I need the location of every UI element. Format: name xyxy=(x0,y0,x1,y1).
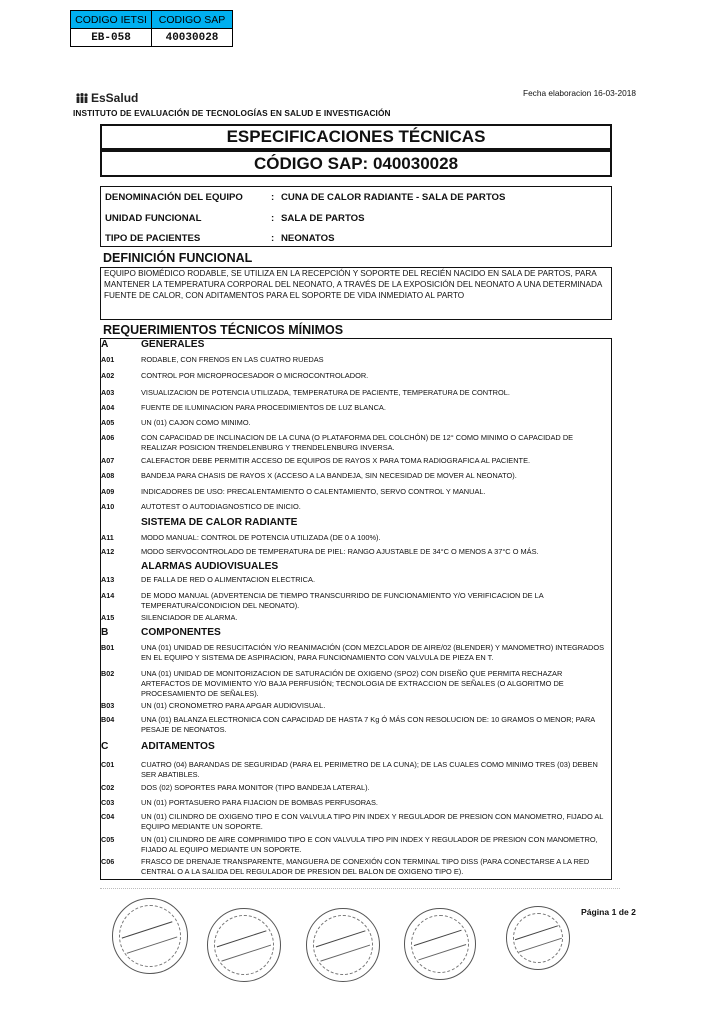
requirement-code: A07 xyxy=(101,456,115,465)
requirement-text: INDICADORES DE USO: PRECALENTAMIENTO O CALENTAMIENTO, SERVO CONTROL Y MANUAL. xyxy=(141,487,486,496)
header-codigo-sap: CODIGO SAP xyxy=(152,11,233,29)
requirement-text: CALEFACTOR DEBE PERMITIR ACCESO DE EQUIPOS DE RAYOS X PARA TOMA RADIOGRAFICA AL PACIENTE. xyxy=(141,456,531,465)
requirement-text: FRASCO DE DRENAJE TRANSPARENTE, MANGUERA DE CONEXIÓN CON TERMINAL TIPO DISS (PARA CONECTARSE A LA RED CENTRAL O A LA SALIDA DEL REGULADOR DE PRESION DEL BALON DE OXIGENO TIPO E). xyxy=(141,857,590,876)
requirement-code: A06 xyxy=(101,433,115,442)
requirement-code: A10 xyxy=(101,502,115,511)
group-name: SISTEMA DE CALOR RADIANTE xyxy=(141,517,298,528)
value-codigo-sap: 40030028 xyxy=(152,29,233,47)
info-key: DENOMINACIÓN DEL EQUIPO xyxy=(105,192,243,203)
requirement-text: RODABLE, CON FRENOS EN LAS CUATRO RUEDAS xyxy=(141,355,324,364)
requirement-text: DE FALLA DE RED O ALIMENTACION ELECTRICA. xyxy=(141,575,315,584)
footer-divider xyxy=(100,888,620,889)
requirement-text: UNA (01) BALANZA ELECTRONICA CON CAPACIDAD DE HASTA 7 Kg Ó MÁS CON RESOLUCION DE: 10 GRAMOS O MENOR; PARA PESAJE DE NEONATOS. xyxy=(141,715,595,734)
value-codigo-ietsi: EB-058 xyxy=(71,29,152,47)
requirement-code: A08 xyxy=(101,471,115,480)
equipment-info-box xyxy=(100,186,612,247)
requirement-code: A03 xyxy=(101,388,115,397)
group-name: ALARMAS AUDIOVISUALES xyxy=(141,561,279,572)
group-name: ADITAMENTOS xyxy=(141,741,215,752)
essalud-logo xyxy=(75,91,138,105)
requirement-code: C02 xyxy=(101,783,115,792)
requirement-code: C04 xyxy=(101,812,115,821)
fecha-elaboracion: Fecha elaboracion 16-03-2018 xyxy=(523,88,637,98)
official-stamp-5 xyxy=(506,906,570,970)
requirement-text: BANDEJA PARA CHASIS DE RAYOS X (ACCESO A LA BANDEJA, SIN NECESIDAD DE MOVER AL NEONATO). xyxy=(141,471,517,480)
institute-name: INSTITUTO DE EVALUACIÓN DE TECNOLOGÍAS EN SALUD E INVESTIGACIÓN xyxy=(73,108,391,118)
group-letter: B xyxy=(101,627,109,638)
requirement-code: B03 xyxy=(101,701,115,710)
code-table xyxy=(70,10,233,47)
info-value: SALA DE PARTOS xyxy=(281,213,365,224)
requirement-text: UN (01) PORTASUERO PARA FIJACION DE BOMBAS PERFUSORAS. xyxy=(141,798,378,807)
document-title: ESPECIFICACIONES TÉCNICAS xyxy=(100,124,612,150)
requirement-text: AUTOTEST O AUTODIAGNOSTICO DE INICIO. xyxy=(141,502,301,511)
requirement-text: UNA (01) UNIDAD DE RESUCITACIÓN Y/O REANIMACIÓN (CON MEZCLADOR DE AIRE/02 (BLENDER) Y MANOMETRO) INTEGRADOS EN EL EQUIPO Y SISTEMA DE ASPIRACION, PARA FUNCIONAMIENTO CON VALVULA DE PIEZA EN T. xyxy=(141,643,605,662)
requirement-text: FUENTE DE ILUMINACION PARA PROCEDIMIENTOS DE LUZ BLANCA. xyxy=(141,403,386,412)
info-value: CUNA DE CALOR RADIANTE - SALA DE PARTOS xyxy=(281,192,506,203)
requirement-code: A12 xyxy=(101,547,115,556)
info-key: UNIDAD FUNCIONAL xyxy=(105,213,202,224)
info-value: NEONATOS xyxy=(281,233,335,244)
requirement-text: DE MODO MANUAL (ADVERTENCIA DE TIEMPO TRANSCURRIDO DE FUNCIONAMIENTO Y/O VERIFICACION DE LA TEMPERATURA/CONDICION DEL NEONATO). xyxy=(141,591,544,610)
definicion-text: EQUIPO BIOMÉDICO RODABLE, SE UTILIZA EN LA RECEPCIÓN Y SOPORTE DEL RECIÉN NACIDO EN SALA DE PARTOS, PARA MANTENER LA TEMPERATURA CORPORAL DEL NEONATO, A TRAVÉS DE LA EXPOSICIÓN DEL NEONATO A UNA DETERMINADA FUENTE DE CALOR, CON ADITAMENTOS PARA EL SOPORTE DE VIDA INMEDIATO AL PARTO xyxy=(100,267,612,320)
requirement-code: C03 xyxy=(101,798,115,807)
requirement-code: C05 xyxy=(101,835,115,844)
requirement-text: CUATRO (04) BARANDAS DE SEGURIDAD (PARA EL PERIMETRO DE LA CUNA); DE LAS CUALES COMO MINIMO TRES (03) DEBEN SER ABATIBLES. xyxy=(141,760,598,779)
group-name: COMPONENTES xyxy=(141,627,221,638)
requirement-text: UN (01) CRONOMETRO PARA APGAR AUDIOVISUAL. xyxy=(141,701,326,710)
requirement-code: A04 xyxy=(101,403,115,412)
requirement-code: A05 xyxy=(101,418,115,427)
requirement-text: UN (01) CAJON COMO MINIMO. xyxy=(141,418,251,427)
requirement-text: UNA (01) UNIDAD DE MONITORIZACION DE SATURACIÓN DE OXIGENO (SPO2) CON DISEÑO QUE PERMITA RECHAZAR ARTEFACTOS DE MOVIMIENTO Y/O BAJA PERFUSIÓN; TECNOLOGIA DE EXTRACCION DE SEÑALES (O ALGORITMO DE PROCESAMIENTO DE SEÑALES). xyxy=(141,669,564,698)
definicion-title: DEFINICIÓN FUNCIONAL xyxy=(103,251,253,265)
requirement-code: B02 xyxy=(101,669,115,678)
requirement-code: A13 xyxy=(101,575,115,584)
requerimientos-title: REQUERIMIENTOS TÉCNICOS MÍNIMOS xyxy=(103,323,344,337)
requirement-text: SILENCIADOR DE ALARMA. xyxy=(141,613,238,622)
requirement-text: MODO MANUAL: CONTROL DE POTENCIA UTILIZADA (DE 0 A 100%). xyxy=(141,533,381,542)
group-letter: C xyxy=(101,741,109,752)
requirement-text: UN (01) CILINDRO DE AIRE COMPRIMIDO TIPO E CON VALVULA TIPO PIN INDEX Y REGULADOR DE PRESION CON MANOMETRO, FIJADO AL EQUIPO MEDIANTE UN SOPORTE. xyxy=(141,835,598,854)
requirement-code: A14 xyxy=(101,591,115,600)
group-name: GENERALES xyxy=(141,339,205,350)
header-codigo-ietsi: CODIGO IETSI xyxy=(71,11,152,29)
requirement-text: DOS (02) SOPORTES PARA MONITOR (TIPO BANDEJA LATERAL). xyxy=(141,783,370,792)
requirement-text: CONTROL POR MICROPROCESADOR O MICROCONTROLADOR. xyxy=(141,371,369,380)
info-colon: : xyxy=(271,213,275,224)
requirement-text: UN (01) CILINDRO DE OXIGENO TIPO E CON VALVULA TIPO PIN INDEX Y REGULADOR DE PRESION CON MANOMETRO, FIJADO AL EQUIPO MEDIANTE UN SOPORTE. xyxy=(141,812,604,831)
requirement-code: B01 xyxy=(101,643,115,652)
requirement-code: A15 xyxy=(101,613,115,622)
requirement-code: A09 xyxy=(101,487,115,496)
info-key: TIPO DE PACIENTES xyxy=(105,233,201,244)
group-letter: A xyxy=(101,339,109,350)
info-colon: : xyxy=(271,192,275,203)
requirement-text: CON CAPACIDAD DE INCLINACION DE LA CUNA (O PLATAFORMA DEL COLCHÓN) DE 12° COMO MINIMO O CAPACIDAD DE REALIZAR POSICION TRENDELENBURG Y TRENDELENBURG INVERSA. xyxy=(141,433,574,452)
logo-text: EsSalud xyxy=(91,91,139,105)
codigo-sap-title: CÓDIGO SAP: 040030028 xyxy=(100,150,612,177)
requirement-code: C01 xyxy=(101,760,115,769)
page-number: Página 1 de 2 xyxy=(581,907,636,917)
requirement-code: A01 xyxy=(101,355,115,364)
official-stamp-2 xyxy=(207,908,281,982)
official-stamp-4 xyxy=(404,908,476,980)
requirement-code: C06 xyxy=(101,857,115,866)
info-colon: : xyxy=(271,233,275,244)
requirement-text: MODO SERVOCONTROLADO DE TEMPERATURA DE PIEL: RANGO AJUSTABLE DE 34°C O MENOS A 37°C O MÁS. xyxy=(141,547,539,556)
family-icon xyxy=(75,93,89,103)
requirement-code: A02 xyxy=(101,371,115,380)
official-stamp-1 xyxy=(112,898,188,974)
requirement-code: A11 xyxy=(101,533,114,542)
official-stamp-3 xyxy=(306,908,380,982)
requirement-code: B04 xyxy=(101,715,115,724)
requirement-text: VISUALIZACION DE POTENCIA UTILIZADA, TEMPERATURA DE PACIENTE, TEMPERATURA DE CONTROL. xyxy=(141,388,510,397)
